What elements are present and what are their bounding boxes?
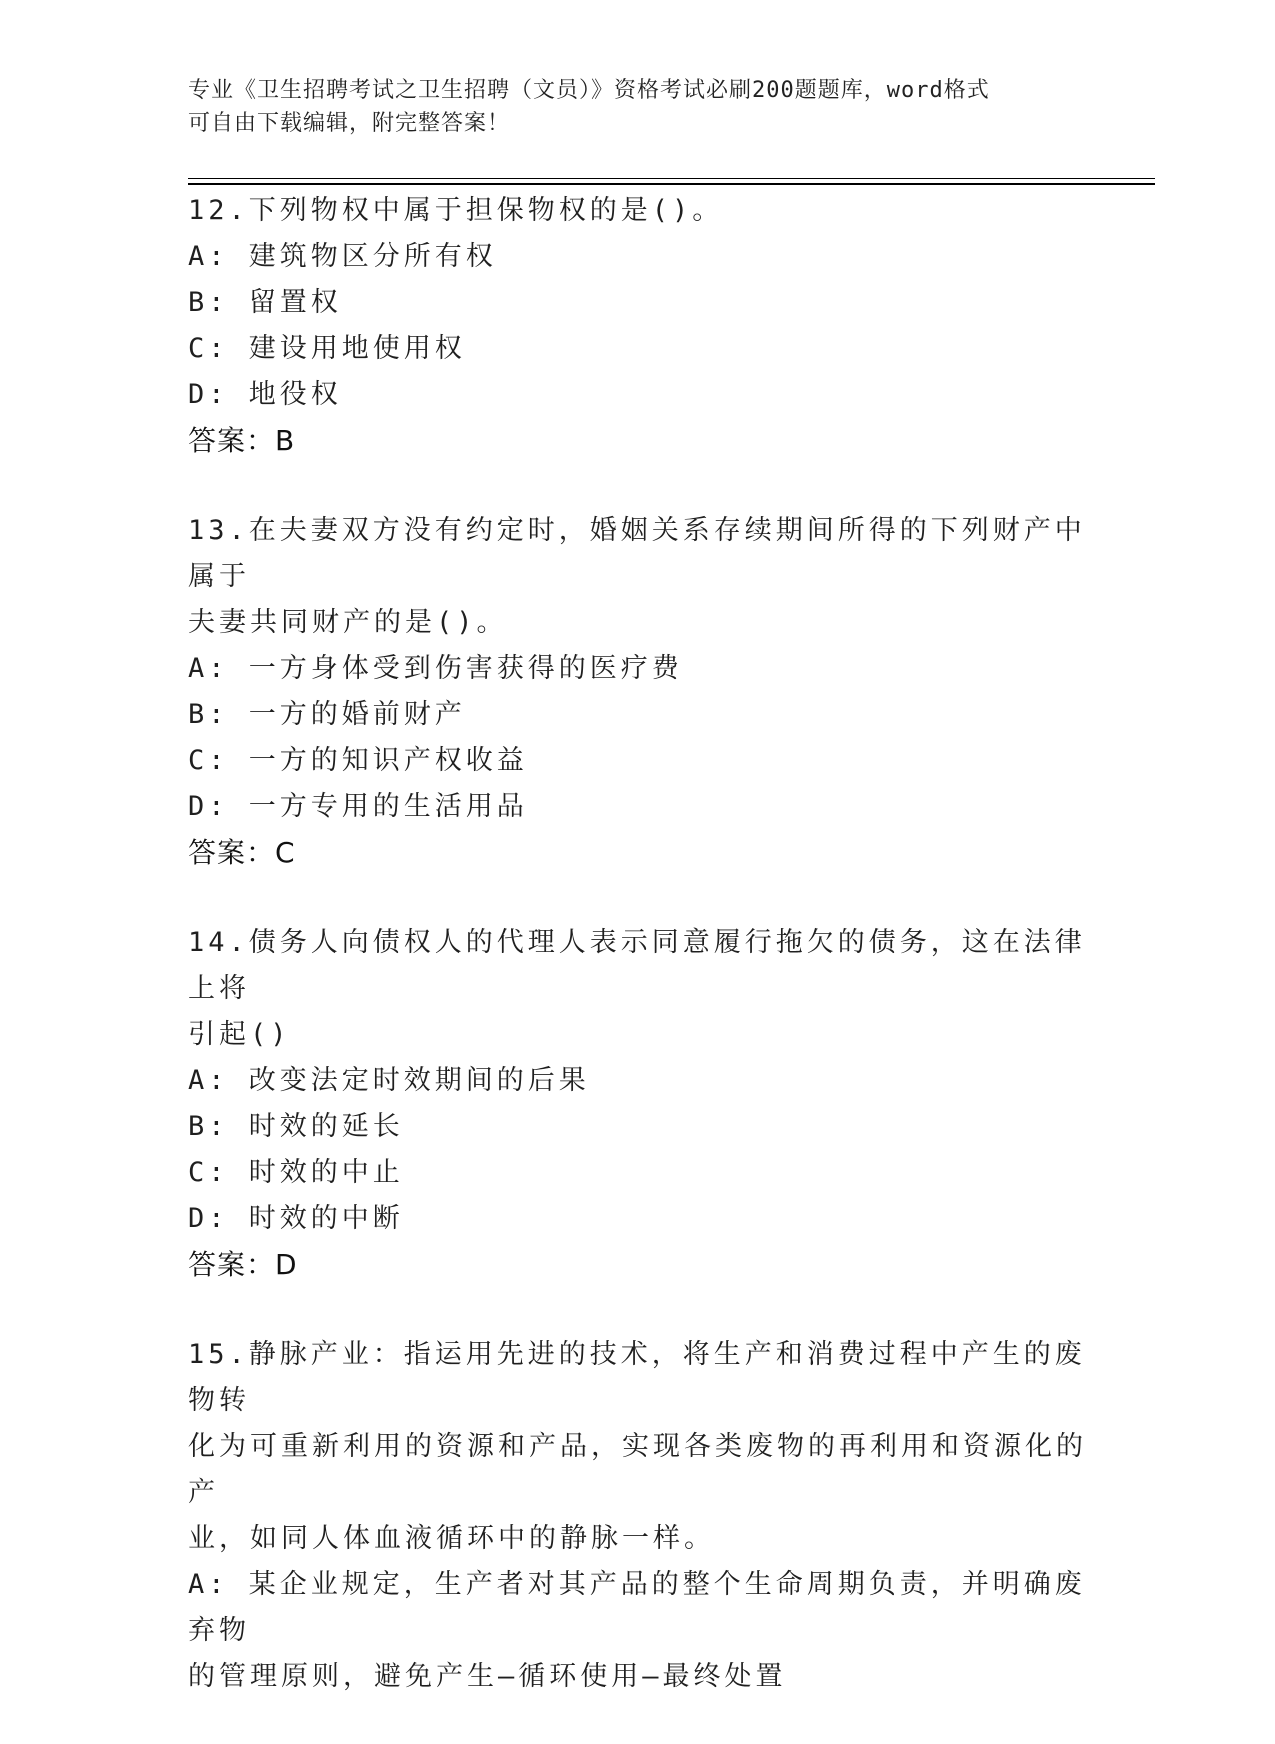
document-header bbox=[188, 74, 1068, 140]
question-stem-cont: 化为可重新利用的资源和产品，实现各类废物的再利用和资源化的产 bbox=[188, 1431, 1087, 1508]
answer: 答案：D bbox=[188, 1248, 298, 1281]
question-14 bbox=[188, 920, 1088, 1288]
question-stem: 14.债务人向债权人的代理人表示同意履行拖欠的债务，这在法律上将 bbox=[188, 927, 1086, 1004]
question-stem-cont: 业，如同人体血液循环中的静脉一样。 bbox=[188, 1523, 715, 1554]
question-stem: 15.静脉产业：指运用先进的技术，将生产和消费过程中产生的废物转 bbox=[188, 1339, 1086, 1416]
option-b: B: 时效的延长 bbox=[188, 1111, 404, 1142]
option-c: C: 时效的中止 bbox=[188, 1157, 404, 1188]
question-stem: 13.在夫妻双方没有约定时，婚姻关系存续期间所得的下列财产中属于 bbox=[188, 515, 1086, 592]
option-b: B: 留置权 bbox=[188, 287, 342, 318]
question-13 bbox=[188, 508, 1088, 876]
header-line-1: 专业《卫生招聘考试之卫生招聘（文员）》资格考试必刷200题题库，word格式 bbox=[188, 78, 990, 103]
option-d: D: 时效的中断 bbox=[188, 1203, 404, 1234]
option-c: C: 建设用地使用权 bbox=[188, 333, 466, 364]
question-12 bbox=[188, 188, 1088, 464]
question-stem-cont: 夫妻共同财产的是()。 bbox=[188, 607, 508, 638]
question-stem-cont: 引起() bbox=[188, 1019, 291, 1050]
option-c: C: 一方的知识产权收益 bbox=[188, 745, 528, 776]
option-a: A: 改变法定时效期间的后果 bbox=[188, 1065, 590, 1096]
question-15 bbox=[188, 1332, 1088, 1700]
header-rule-thin bbox=[188, 178, 1155, 179]
header-line-2: 可自由下载编辑，附完整答案！ bbox=[188, 111, 511, 136]
option-a: A: 一方身体受到伤害获得的医疗费 bbox=[188, 653, 683, 684]
option-d: D: 地役权 bbox=[188, 379, 342, 410]
option-d: D: 一方专用的生活用品 bbox=[188, 791, 528, 822]
option-a: A: 建筑物区分所有权 bbox=[188, 241, 497, 272]
header-rule-thick bbox=[188, 183, 1155, 185]
answer: 答案：B bbox=[188, 424, 296, 457]
answer: 答案：C bbox=[188, 836, 296, 869]
question-stem: 12.下列物权中属于担保物权的是()。 bbox=[188, 195, 724, 226]
option-a: A: 某企业规定，生产者对其产品的整个生命周期负责，并明确废弃物 bbox=[188, 1569, 1086, 1646]
question-list bbox=[188, 188, 1088, 1744]
option-b: B: 一方的婚前财产 bbox=[188, 699, 466, 730]
option-a-cont: 的管理原则，避免产生—循环使用—最终处置 bbox=[188, 1661, 787, 1692]
